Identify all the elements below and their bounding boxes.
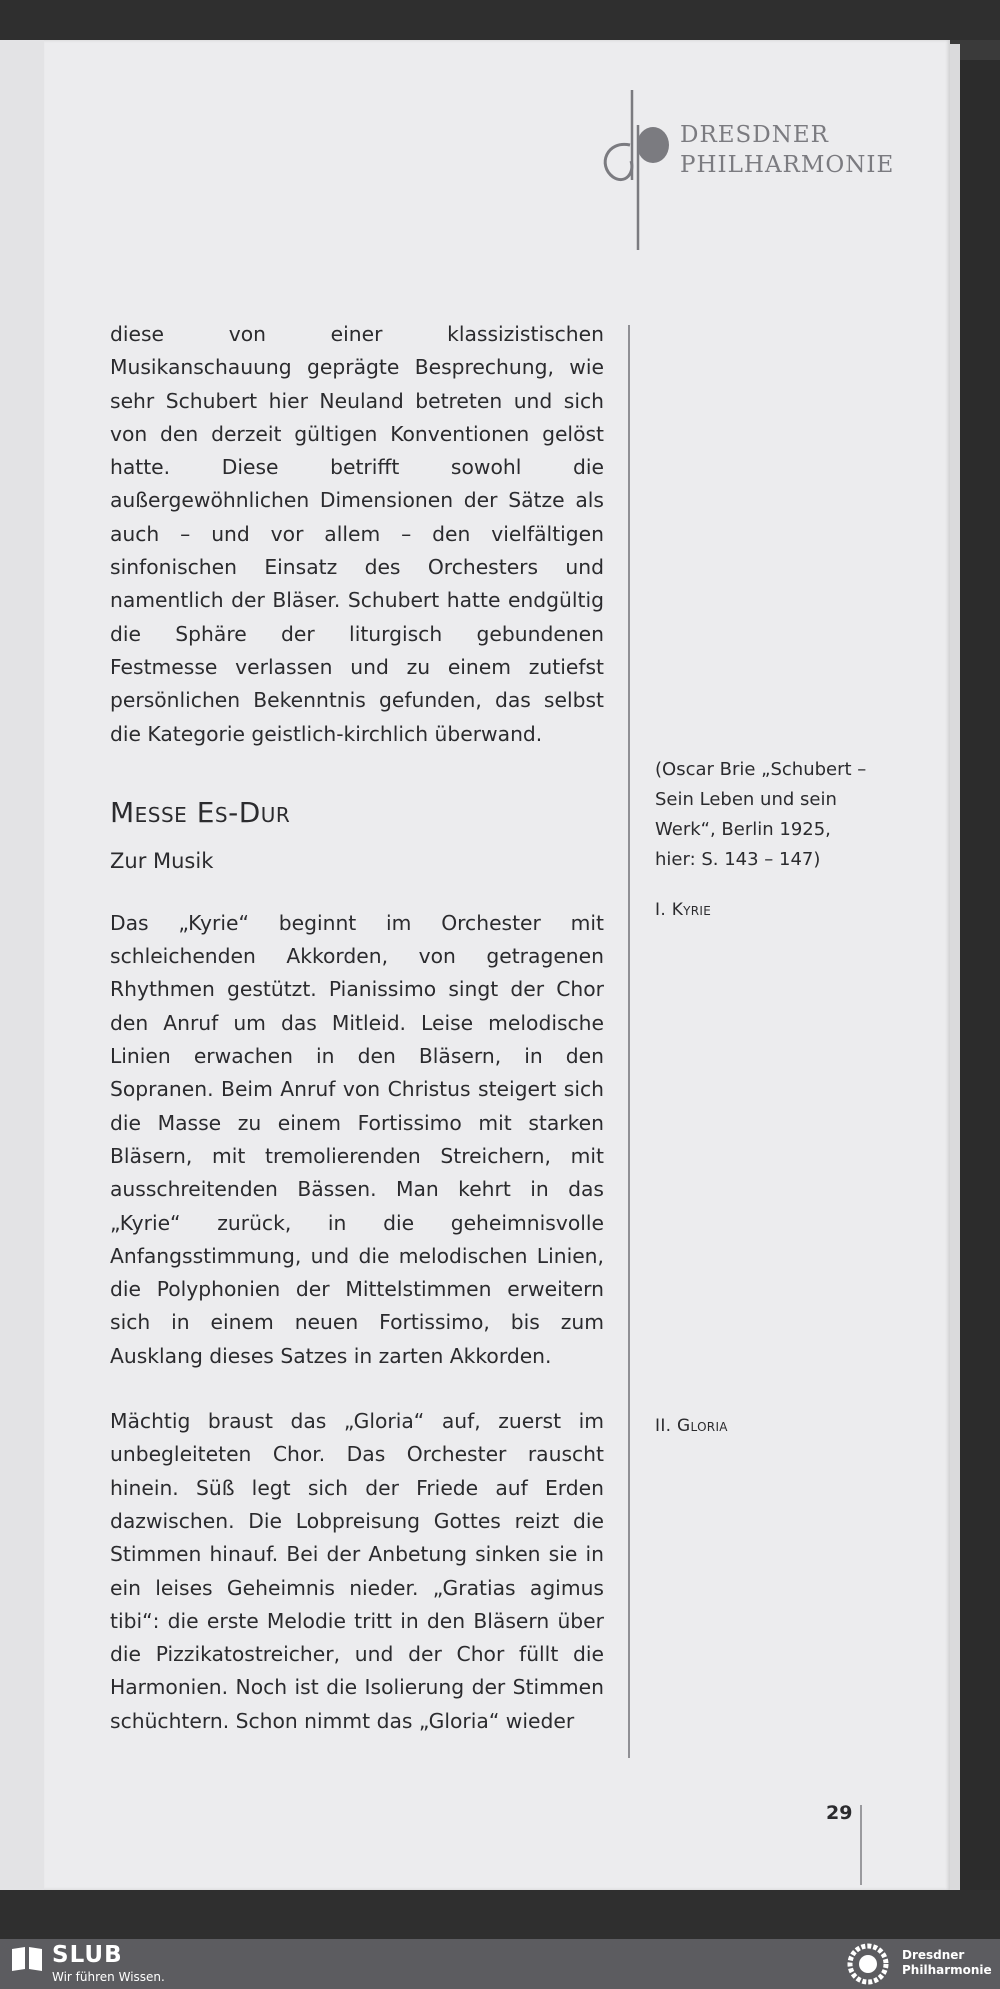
sidebar-label-kyrie: I. Kyrie [655, 900, 712, 920]
scan-background-top [0, 0, 1000, 40]
citation-line: Werk“, Berlin 1925, [655, 819, 831, 840]
kyrie-paragraph: Das „Kyrie“ beginnt im Orchester mit schleichenden Akkorden, von getragenen Rhythmen gestützt. Pianissimo singt der Chor den Anruf um das Mitleid. Leise melodische Linien erwachen in den Bläsern, in den Sopranen. Beim Anruf von Christus steigert sich die Masse zu einem Fortissimo mit starken Bläsern, mit tremolierenden Streichern, mit ausschreitenden Bässen. Man kehrt in das „Kyrie“ zurück, in die geheimnisvolle Anfangsstimmung, und die melodischen Linien, die Polyphonien der Mittelstimmen erweitern sich in einem neuen Fortissimo, bis zum Ausklang dieses Satzes in zarten Akkorden. [110, 910, 604, 1368]
sidebar-citation [655, 755, 915, 875]
slub-tagline: Wir führen Wissen. [52, 1970, 165, 1984]
partner-line-1: Dresdner [902, 1948, 965, 1962]
sidebar-label-gloria: II. Gloria [655, 1416, 728, 1436]
scan-background-bottom [0, 1890, 1000, 1939]
slub-book-icon [10, 1945, 44, 1973]
intro-paragraph: diese von einer klassizistischen Musikanschauung geprägte Besprechung, wie sehr Schubert hier Neuland betreten und sich von den derzeit gültigen Konventionen gelöst hatte. Diese betrifft sowohl die außergewöhnlichen Dimensionen der Sätze als auch – und vor allem – den vielfältigen sinfonischen Einsatz des Orchesters und namentlich der Bläser. Schubert hatte endgültig die Sphäre der liturgisch gebundenen Festmesse verlassen und zu einem zutiefst persönlichen Bekenntnis gefunden, das selbst die Kategorie geistlich-kirchlich überwand. [110, 322, 604, 746]
scan-background-right [960, 60, 1000, 1890]
slub-wordmark: SLUB [52, 1942, 123, 1968]
page-number-rule [860, 1805, 862, 1885]
column-divider [628, 325, 630, 1758]
section-heading: Messe Es-Dur [110, 795, 291, 829]
footer-bar [0, 1939, 1000, 1989]
philharmonie-ring-icon [842, 1942, 894, 1986]
partner-line-2: Philharmonie [902, 1963, 992, 1977]
section-subheading: Zur Musik [110, 848, 214, 873]
logo-line-2: PHILHARMONIE [680, 152, 895, 178]
logo-line-1: DRESDNER [680, 122, 829, 148]
citation-line: (Oscar Brie „Schubert – [655, 759, 867, 780]
facing-page-edge [0, 40, 45, 1890]
page-edge [950, 44, 960, 1890]
citation-line: Sein Leben und sein [655, 789, 837, 810]
partner-wordmark [902, 1948, 992, 1978]
citation-line: hier: S. 143 – 147) [655, 849, 821, 870]
gloria-paragraph: Mächtig braust das „Gloria“ auf, zuerst im unbegleiteten Chor. Das Orchester rauscht hinein. Süß legt sich der Friede auf Erden dazwischen. Die Lobpreisung Gottes reizt die Stimmen hinauf. Bei der Anbetung sinken sie in ein leises Geheimnis nieder. „Gratias agimus tibi“: die erste Melodie tritt in den Bläsern über die Pizzikatostreicher, und der Chor füllt die Harmonien. Noch ist die Isolierung der Stimmen schüchtern. Schon nimmt das „Gloria“ wieder [110, 1409, 604, 1733]
page-number: 29 [826, 1802, 853, 1824]
main-text-column [110, 318, 604, 1738]
logo-wordmark [680, 120, 894, 180]
